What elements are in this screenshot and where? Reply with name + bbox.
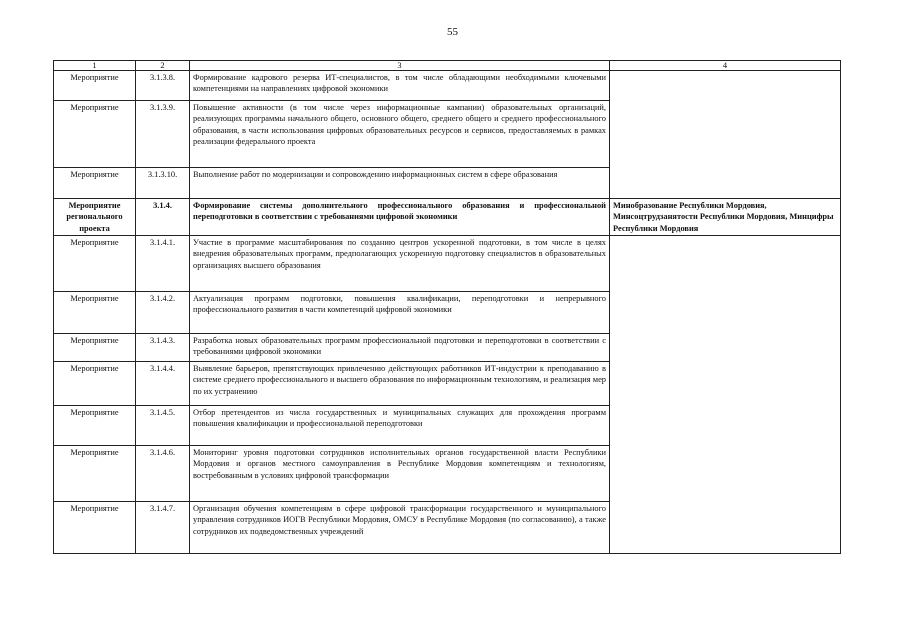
row-text: Формирование кадрового резерва ИТ-специалистов, в том числе обладающими необходимыми ключевыми компетенциями на направлениях цифровой экономики [190, 71, 610, 101]
row-code: 3.1.4.6. [136, 446, 190, 502]
row-type: Мероприятие регионального проекта [54, 199, 136, 236]
row-type: Мероприятие [54, 71, 136, 101]
row-text: Отбор претендентов из числа государственных и муниципальных служащих для прохождения программ повышения квалификации и профессиональной переподготовки [190, 406, 610, 446]
row-code: 3.1.4.5. [136, 406, 190, 446]
row-text: Выполнение работ по модернизации и сопровождению информационных систем в сфере образования [190, 168, 610, 199]
row-responsible-empty [610, 71, 841, 199]
table-row [54, 236, 841, 292]
row-type: Мероприятие [54, 334, 136, 362]
row-code: 3.1.3.10. [136, 168, 190, 199]
row-text: Мониторинг уровня подготовки сотрудников исполнительных органов государственной власти Республики Мордовия и органов местного самоуправления в Республике Мордовия компетенциям и технологиям, востребованным в условиях цифровой трансформации [190, 446, 610, 502]
table-row [54, 71, 841, 101]
row-code: 3.1.4.1. [136, 236, 190, 292]
row-code: 3.1.4.7. [136, 502, 190, 554]
row-text: Участие в программе масштабирования по созданию центров ускоренной подготовки, в том числе в целях внедрения образовательных программ, предполагающих ускоренную подготовку специалистов в образовательных организациях высшего образования [190, 236, 610, 292]
activities-table [53, 60, 841, 554]
row-type: Мероприятие [54, 236, 136, 292]
header-col-3: 3 [190, 61, 610, 71]
row-text: Актуализация программ подготовки, повышения квалификации, переподготовки и непрерывного профессионального развития в части компетенций цифровой экономики [190, 292, 610, 334]
row-type: Мероприятие [54, 406, 136, 446]
row-code: 3.1.3.9. [136, 101, 190, 168]
table-row-project [54, 199, 841, 236]
header-col-4: 4 [610, 61, 841, 71]
row-type: Мероприятие [54, 502, 136, 554]
row-type: Мероприятие [54, 362, 136, 406]
row-text: Разработка новых образовательных программ профессиональной подготовки и переподготовки в соответствии с требованиями цифровой экономики [190, 334, 610, 362]
row-code: 3.1.4.3. [136, 334, 190, 362]
header-col-1: 1 [54, 61, 136, 71]
row-responsible-empty [610, 236, 841, 554]
row-text: Выявление барьеров, препятствующих привлечению действующих работников ИТ-индустрии к преподаванию в системе среднего профессионального и высшего образования по информационным технологиям, и реализация мер по их устранению [190, 362, 610, 406]
row-type: Мероприятие [54, 168, 136, 199]
row-type: Мероприятие [54, 292, 136, 334]
header-col-2: 2 [136, 61, 190, 71]
row-code: 3.1.3.8. [136, 71, 190, 101]
row-code: 3.1.4. [136, 199, 190, 236]
table-header-row [54, 61, 841, 71]
row-text: Повышение активности (в том числе через информационные кампании) образовательных организаций, реализующих программы начального общего, основного общего, среднего общего и среднего профессионального образования, в части использования цифровых образовательных ресурсов и сервисов, предоставляемых в рамках реализации федерального проекта [190, 101, 610, 168]
row-type: Мероприятие [54, 446, 136, 502]
row-code: 3.1.4.4. [136, 362, 190, 406]
page-number: 55 [447, 26, 458, 38]
row-type: Мероприятие [54, 101, 136, 168]
row-responsible: Минобразование Республики Мордовия, Минсоцтрудзанятости Республики Мордовия, Минцифры Республики Мордовия [610, 199, 841, 236]
row-text: Формирование системы дополнительного профессионального образования и профессиональной переподготовки в соответствии с требованиями цифровой экономики [190, 199, 610, 236]
row-text: Организация обучения компетенциям в сфере цифровой трансформации государственного и муниципального управления сотрудников ИОГВ Республики Мордовия, ОМСУ в Республике Мордовия (по согласованию), а также сотрудников их подведомственных учреждений [190, 502, 610, 554]
row-code: 3.1.4.2. [136, 292, 190, 334]
